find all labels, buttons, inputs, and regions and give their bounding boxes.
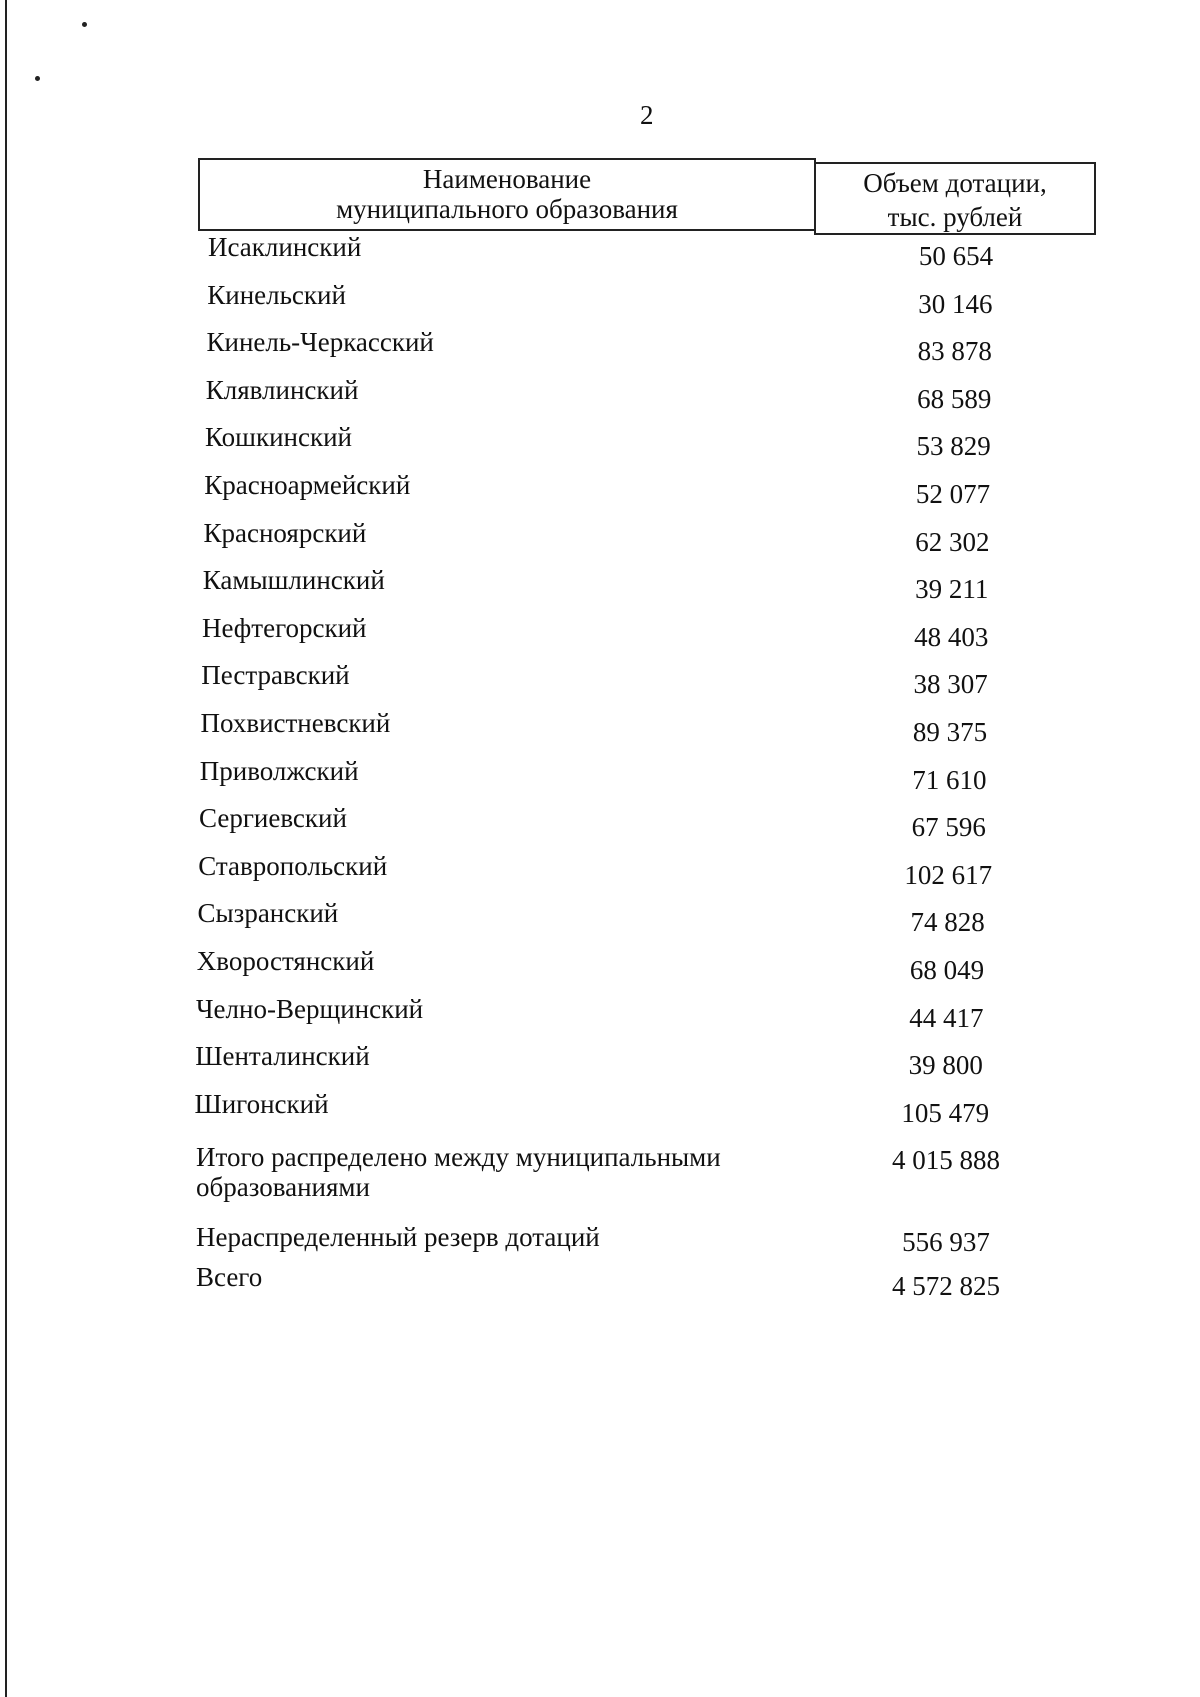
- table-row-name: Хворостянский: [196, 946, 375, 976]
- table-row-name: Кошкинский: [205, 422, 352, 453]
- grand-total-value: 4 572 825: [892, 1271, 1000, 1301]
- table-row-value: 50 654: [918, 241, 994, 271]
- total-distributed-value: 4 015 888: [892, 1145, 1000, 1175]
- table-header: [198, 158, 1098, 238]
- page-number: 2: [640, 100, 654, 130]
- table-row-value: 48 403: [914, 621, 989, 652]
- table-row-value: 44 417: [909, 1002, 984, 1033]
- table-row-name: Приволжский: [199, 755, 359, 786]
- header-value-line1: Объем дотации,: [863, 168, 1047, 198]
- table-row-value: 39 800: [908, 1050, 983, 1081]
- table-row-value: 52 077: [915, 479, 991, 509]
- table-row-name: Красноярский: [203, 517, 367, 548]
- reserve-value: 556 937: [902, 1227, 990, 1257]
- table-row-name: Ставропольский: [198, 850, 388, 881]
- table-row-name: Красноармейский: [204, 470, 411, 500]
- table-row-value: 83 878: [917, 336, 992, 367]
- reserve-label: Нераспределенный резерв дотаций: [196, 1222, 600, 1252]
- table-row-value: 68 589: [917, 383, 992, 414]
- scan-speck: [35, 76, 40, 81]
- table-row-name: Камышлинский: [202, 565, 385, 596]
- table-row-value: 89 375: [912, 717, 988, 747]
- table-row-value: 67 596: [911, 812, 986, 843]
- table-row-name: Челно-Верщинский: [196, 993, 424, 1024]
- table-row-value: 30 146: [918, 288, 993, 319]
- table-row-name: Шенталинский: [195, 1041, 370, 1072]
- table-row-name: Нефтегорский: [202, 612, 367, 643]
- table-row-value: 68 049: [909, 955, 985, 985]
- table-row-name: Кинель-Черкасский: [206, 327, 434, 358]
- total-distributed-label: Итого распределено между муниципальными образованиями: [196, 1142, 721, 1202]
- table-row-value: 53 829: [916, 431, 991, 462]
- header-value-line2: тыс. рублей: [887, 202, 1023, 232]
- table-row-name: Шигонский: [194, 1088, 329, 1119]
- table-row-value: 105 479: [901, 1097, 990, 1128]
- table-row-value: 62 302: [915, 526, 990, 557]
- table-row-value: 102 617: [904, 859, 993, 890]
- page-left-edge: [5, 0, 7, 1697]
- header-name-line2: муниципального образования: [336, 194, 678, 224]
- table-row-name: Клявлинский: [205, 374, 359, 405]
- grand-total-label: Всего: [196, 1262, 263, 1292]
- table-row-value: 39 211: [915, 574, 989, 605]
- header-name-cell: [198, 158, 816, 231]
- table-row-name: Кинельский: [207, 279, 346, 310]
- scan-speck: [82, 22, 87, 27]
- table-row-value: 71 610: [912, 764, 987, 795]
- header-name-line1: Наименование: [422, 164, 592, 194]
- table-row-name: Исаклинский: [208, 232, 362, 262]
- header-value-cell: [814, 162, 1096, 235]
- table-row-value: 74 828: [910, 907, 985, 938]
- table-row-name: Сызранский: [197, 898, 339, 929]
- table-row-name: Пестравский: [201, 660, 350, 691]
- table-row-name: Похвистневский: [200, 708, 391, 738]
- table-row-name: Сергиевский: [199, 803, 347, 834]
- table-row-value: 38 307: [913, 669, 988, 700]
